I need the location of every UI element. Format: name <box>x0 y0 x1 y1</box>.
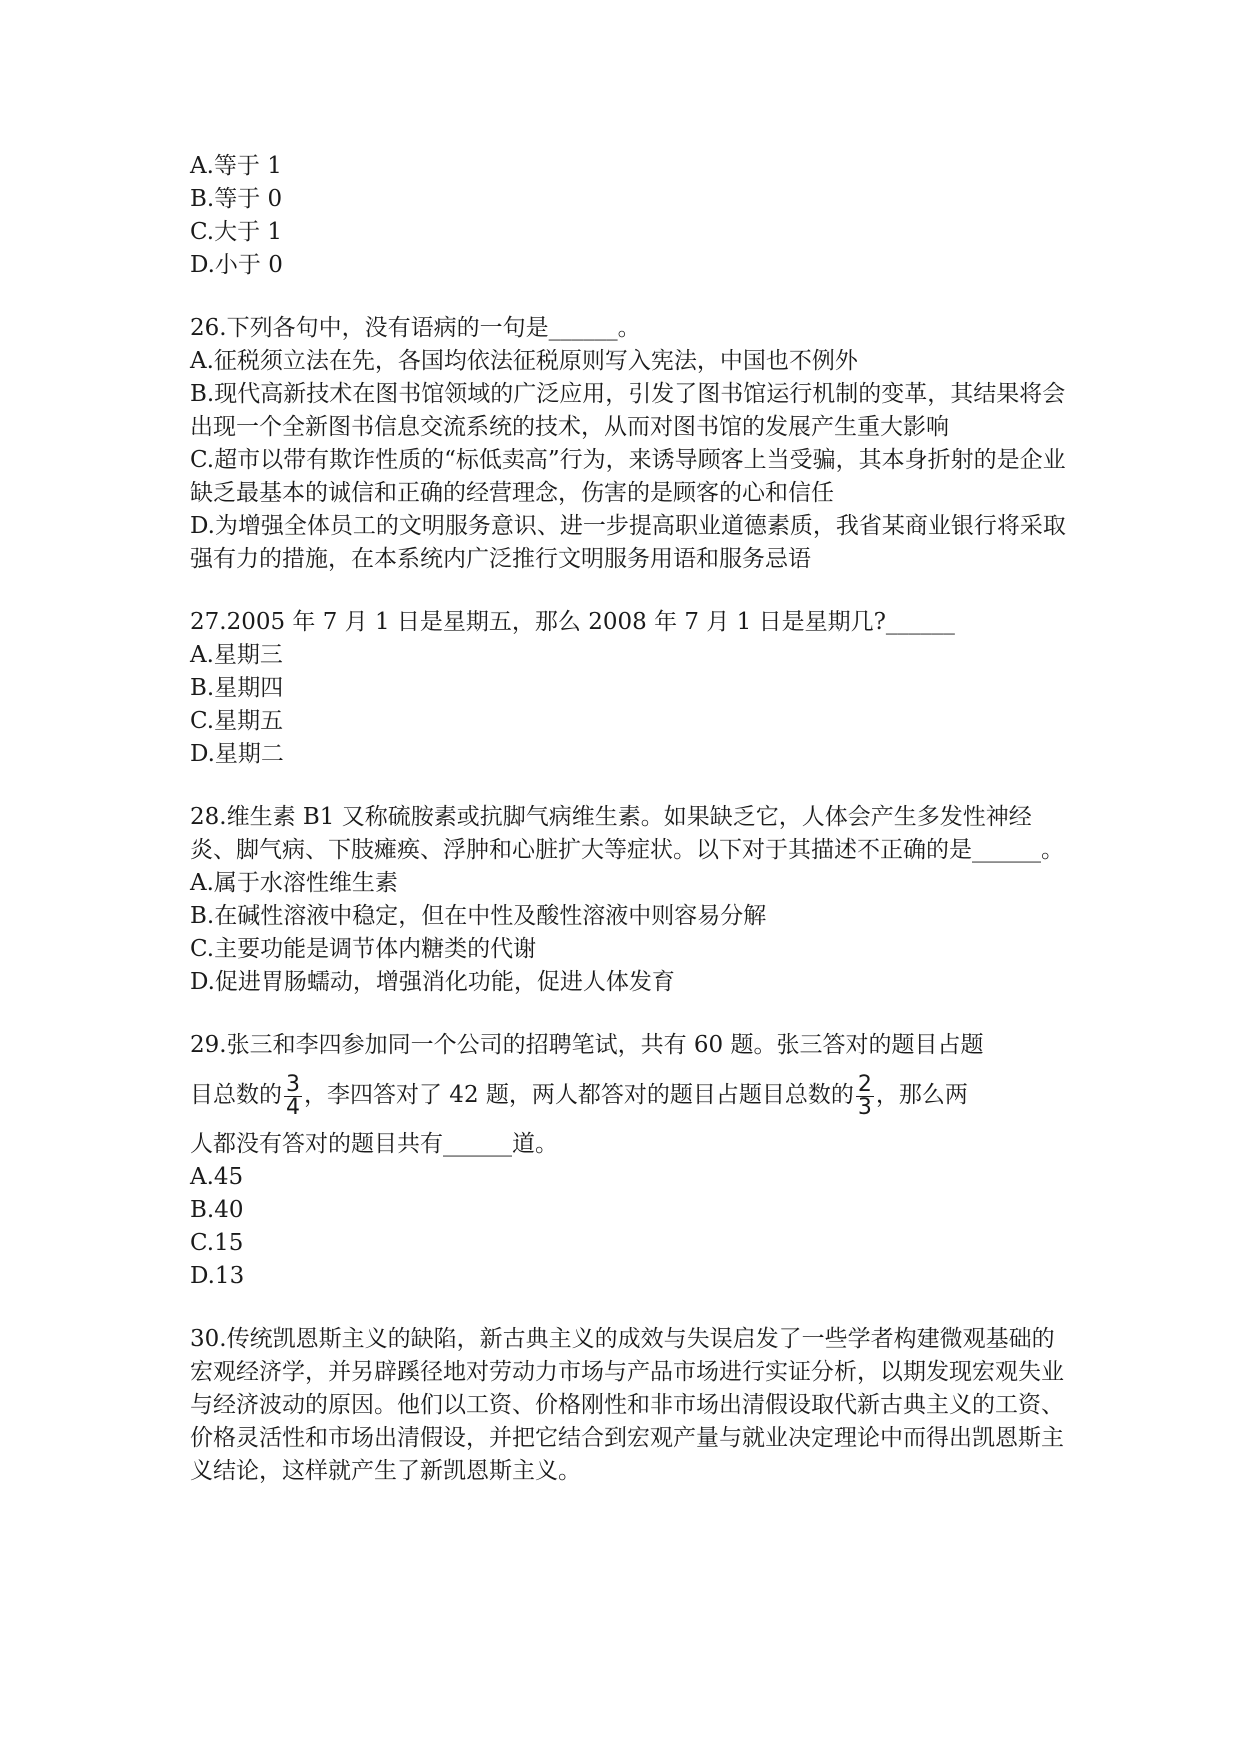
question-30 <box>190 1323 1070 1488</box>
spacer <box>190 576 1070 606</box>
fraction-numerator: 2 <box>857 1072 872 1097</box>
q29-option-c: C.15 <box>190 1230 244 1256</box>
q29-stem-line-1: 29.张三和李四参加同一个公司的招聘笔试，共有 60 题。张三答对的题目占题 <box>190 1032 984 1058</box>
q29-stem-line-3: 人都没有答对的题目共有______道。 <box>190 1131 558 1157</box>
q28-option-d: D.促进胃肠蠕动，增强消化功能，促进人体发育 <box>190 969 675 995</box>
q27-stem: 27.2005 年 7 月 1 日是星期五，那么 2008 年 7 月 1 日是星期几?______ <box>190 609 955 635</box>
fraction-denominator: 4 <box>286 1095 300 1120</box>
fraction-denominator: 3 <box>857 1095 872 1120</box>
question-28 <box>190 801 1070 999</box>
q25-options <box>190 150 1070 282</box>
q27-option-b: B.星期四 <box>190 675 284 701</box>
q29-option-a: A.45 <box>190 1164 244 1190</box>
q30-stem: 30.传统凯恩斯主义的缺陷，新古典主义的成效与失误启发了一些学者构建微观基础的宏观经济学，并另辟蹊径地对劳动力市场与产品市场进行实证分析，以期发现宏观失业与经济波动的原因。他们以工资、价格刚性和非市场出清假设取代新古典主义的工资、价格灵活性和市场出清假设，并把它结合到宏观产量与就业决定理论中而得出凯恩斯主义结论，这样就产生了新凯恩斯主义。 <box>190 1326 1064 1484</box>
q29-option-d: D.13 <box>190 1263 245 1289</box>
fraction-three-quarters <box>284 1074 302 1119</box>
spacer <box>190 771 1070 801</box>
q28-stem: 28.维生素 B1 又称硫胺素或抗脚气病维生素。如果缺乏它，人体会产生多发性神经炎、脚气病、下肢瘫痪、浮肿和心脏扩大等症状。以下对于其描述不正确的是______。 <box>190 804 1064 863</box>
q29-stem-part-4: ，那么两 <box>875 1082 968 1108</box>
spacer <box>190 1293 1070 1323</box>
spacer <box>190 999 1070 1029</box>
q29-stem-line-2 <box>190 1062 1070 1128</box>
question-29 <box>190 1029 1070 1293</box>
q26-option-b: B.现代高新技术在图书馆领域的广泛应用，引发了图书馆运行机制的变革，其结果将会出现一个全新图书信息交流系统的技术，从而对图书馆的发展产生重大影响 <box>190 381 1066 440</box>
question-27 <box>190 606 1070 771</box>
q28-option-b: B.在碱性溶液中稳定，但在中性及酸性溶液中则容易分解 <box>190 903 767 929</box>
q29-stem-part-2: 目总数的 <box>190 1082 282 1108</box>
q26-option-a: A.征税须立法在先，各国均依法征税原则写入宪法，中国也不例外 <box>190 348 858 374</box>
q29-option-b: B.40 <box>190 1197 244 1223</box>
q27-option-d: D.星期二 <box>190 741 284 767</box>
q25-option-a: A.等于 1 <box>190 153 282 179</box>
spacer <box>190 282 1070 312</box>
q26-option-c: C.超市以带有欺诈性质的“标低卖高”行为，来诱导顾客上当受骗，其本身折射的是企业缺乏最基本的诚信和正确的经营理念，伤害的是顾客的心和信任 <box>190 447 1066 506</box>
q28-option-a: A.属于水溶性维生素 <box>190 870 398 896</box>
exam-page <box>190 150 1070 1488</box>
q25-option-c: C.大于 1 <box>190 219 283 245</box>
question-26 <box>190 312 1070 576</box>
q26-stem: 26.下列各句中，没有语病的一句是______。 <box>190 315 641 341</box>
fraction-numerator: 3 <box>286 1072 300 1097</box>
q25-option-b: B.等于 0 <box>190 186 283 212</box>
q27-option-a: A.星期三 <box>190 642 283 668</box>
fraction-two-thirds <box>856 1074 874 1119</box>
q27-option-c: C.星期五 <box>190 708 284 734</box>
q26-option-d: D.为增强全体员工的文明服务意识、进一步提高职业道德素质，我省某商业银行将采取强有力的措施，在本系统内广泛推行文明服务用语和服务忌语 <box>190 513 1066 572</box>
q29-stem-part-3: ，李四答对了 42 题，两人都答对的题目占题目总数的 <box>304 1082 854 1108</box>
q25-option-d: D.小于 0 <box>190 252 283 278</box>
q28-option-c: C.主要功能是调节体内糖类的代谢 <box>190 936 537 962</box>
